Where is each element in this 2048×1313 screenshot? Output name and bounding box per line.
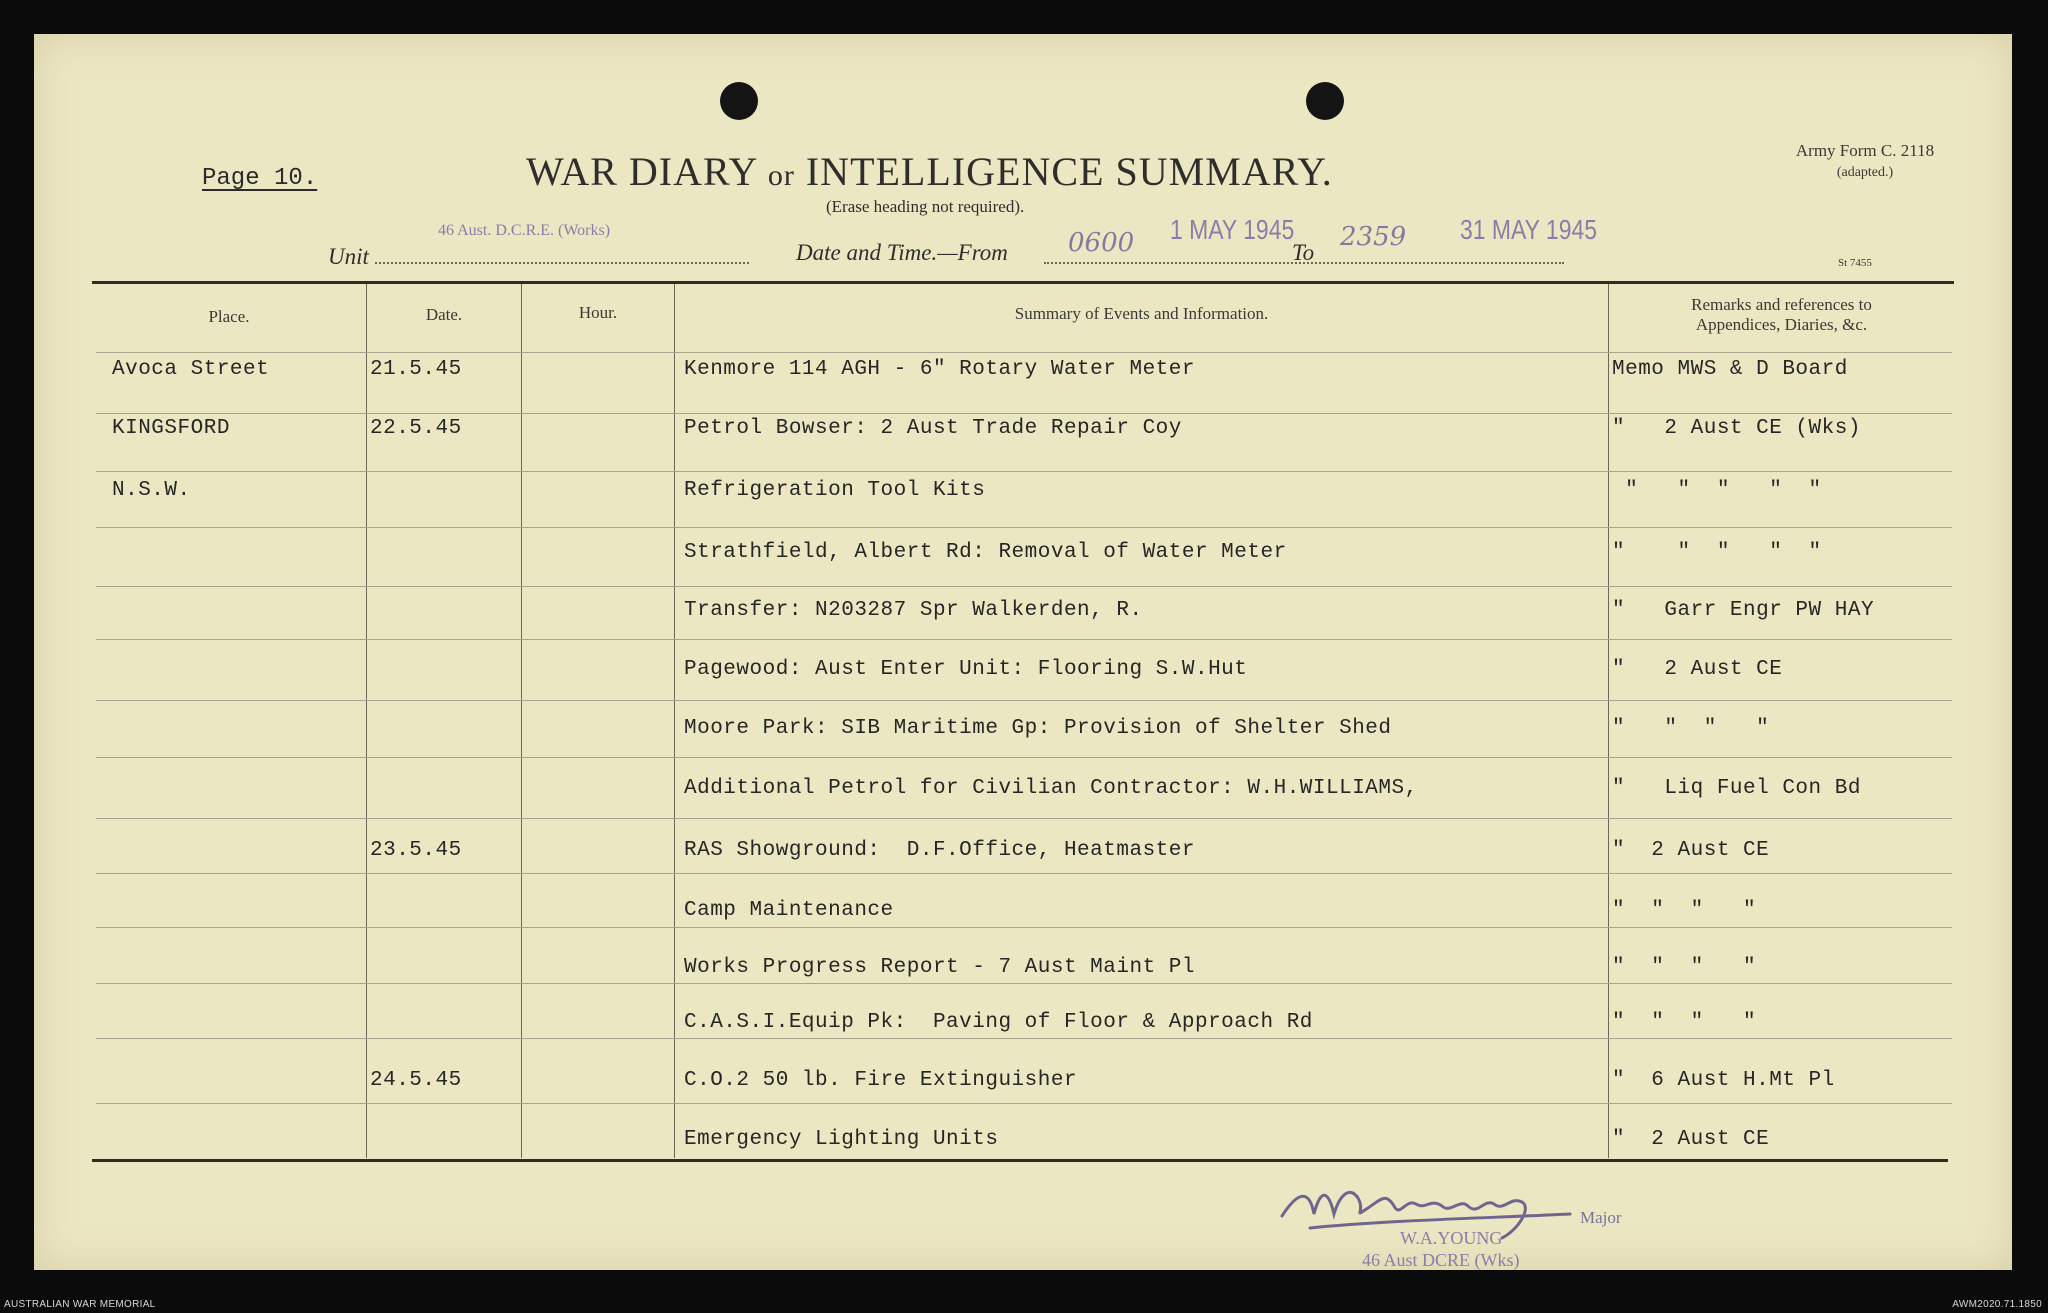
title-intelligence-summary: INTELLIGENCE SUMMARY. <box>805 149 1333 194</box>
row-divider <box>96 1038 1952 1039</box>
cell-remarks: " 2 Aust CE (Wks) <box>1612 417 1861 440</box>
cell-summary: C.O.2 50 lb. Fire Extinguisher <box>684 1069 1078 1092</box>
cell-summary: Transfer: N203287 Spr Walkerden, R. <box>684 599 1143 622</box>
cell-summary: RAS Showground: D.F.Office, Heatmaster <box>684 839 1195 862</box>
cell-place: KINGSFORD <box>112 417 230 440</box>
cell-summary: Works Progress Report - 7 Aust Maint Pl <box>684 956 1195 979</box>
unit-value: 46 Aust. D.C.R.E. (Works) <box>438 222 611 239</box>
header-underline <box>96 352 1952 353</box>
header-remarks-line2: Appendices, Diaries, &c. <box>1695 315 1868 334</box>
cell-remarks: " 2 Aust CE <box>1612 839 1770 862</box>
column-divider-date <box>521 284 522 1158</box>
signature-stamp-name: W.A.YOUNG <box>1400 1228 1503 1248</box>
header-date: Date. <box>425 305 463 324</box>
cell-date: 21.5.45 <box>370 358 462 381</box>
cell-remarks: " " " " <box>1612 717 1770 740</box>
row-divider <box>96 527 1952 528</box>
cell-date: 22.5.45 <box>370 417 462 440</box>
column-divider-place <box>366 284 367 1158</box>
table-bottom-rule <box>92 1159 1948 1162</box>
header-remarks-line1: Remarks and references to <box>1691 295 1872 314</box>
row-divider <box>96 471 1952 472</box>
cell-date: 24.5.45 <box>370 1069 462 1092</box>
title-or: or <box>767 159 795 192</box>
page-label: Page 10. <box>202 165 318 192</box>
cell-summary: Petrol Bowser: 2 Aust Trade Repair Coy <box>684 417 1182 440</box>
signature-stamp-unit: 46 Aust DCRE (Wks) <box>1362 1250 1520 1270</box>
stationery-number: St 7455 <box>1838 257 1872 269</box>
date-time-label: Date and Time.—From <box>796 240 1008 265</box>
cell-summary: Refrigeration Tool Kits <box>684 479 986 502</box>
cell-remarks: " " " " " <box>1612 541 1822 564</box>
army-form-label <box>1770 140 1960 184</box>
punch-hole-left <box>720 82 758 120</box>
cell-summary: Emergency Lighting Units <box>684 1128 999 1151</box>
cell-summary: Kenmore 114 AGH - 6" Rotary Water Meter <box>684 358 1195 381</box>
cell-summary: Strathfield, Albert Rd: Removal of Water Meter <box>684 541 1287 564</box>
row-divider <box>96 413 1952 414</box>
row-divider <box>96 586 1952 587</box>
cell-remarks: " 2 Aust CE <box>1612 1128 1770 1151</box>
row-divider <box>96 873 1952 874</box>
cell-remarks: " Liq Fuel Con Bd <box>1612 777 1861 800</box>
cell-remarks: Memo MWS & D Board <box>1612 358 1848 381</box>
unit-dotted-line <box>375 262 749 264</box>
to-time: 2359 <box>1340 222 1407 252</box>
cell-remarks: " Garr Engr PW HAY <box>1612 599 1875 622</box>
cell-summary: Additional Petrol for Civilian Contractor: W.H.WILLIAMS, <box>684 777 1418 800</box>
row-divider <box>96 700 1952 701</box>
footer-accession-number: AWM2020.71.1850 <box>1952 1299 2042 1310</box>
cell-summary: Pagewood: Aust Enter Unit: Flooring S.W.Hut <box>684 658 1248 681</box>
from-date-stamp: 1 MAY 1945 <box>1170 214 1295 245</box>
army-form-adapted: (adapted.) <box>1836 165 1894 180</box>
row-divider <box>96 757 1952 758</box>
to-label: To <box>1292 240 1315 265</box>
title-war-diary: WAR DIARY <box>526 149 757 194</box>
to-date-stamp: 31 MAY 1945 <box>1460 214 1598 245</box>
header-place: Place. <box>208 307 250 326</box>
cell-place: N.S.W. <box>112 479 191 502</box>
page-title <box>526 148 1333 195</box>
cell-remarks: " " " " <box>1612 1011 1757 1034</box>
cell-remarks: " " " " <box>1612 956 1757 979</box>
footer-archive-name: AUSTRALIAN WAR MEMORIAL <box>4 1299 156 1310</box>
column-divider-summary <box>1608 284 1609 1158</box>
cell-remarks: " 2 Aust CE <box>1612 658 1783 681</box>
page-subtitle: (Erase heading not required). <box>826 197 1025 216</box>
table-top-rule <box>92 281 1954 284</box>
cell-place: Avoca Street <box>112 358 270 381</box>
row-divider <box>96 639 1952 640</box>
unit-label: Unit <box>328 244 369 269</box>
header-remarks <box>1609 295 1954 335</box>
row-divider <box>96 818 1952 819</box>
cell-date: 23.5.45 <box>370 839 462 862</box>
column-divider-hour <box>674 284 675 1158</box>
row-divider <box>96 927 1952 928</box>
signature-rank: Major <box>1580 1208 1622 1227</box>
punch-hole-right <box>1306 82 1344 120</box>
header-hour: Hour. <box>578 303 618 322</box>
cell-remarks: " 6 Aust H.Mt Pl <box>1612 1069 1835 1092</box>
cell-remarks: " " " " " <box>1612 479 1822 502</box>
army-form-number: Army Form C. 2118 <box>1795 141 1935 160</box>
cell-remarks: " " " " <box>1612 899 1757 922</box>
cell-summary: Camp Maintenance <box>684 899 894 922</box>
from-time: 0600 <box>1068 228 1135 258</box>
header-summary: Summary of Events and Information. <box>1014 304 1269 323</box>
cell-summary: C.A.S.I.Equip Pk: Paving of Floor & Approach Rd <box>684 1011 1313 1034</box>
row-divider <box>96 1103 1952 1104</box>
cell-summary: Moore Park: SIB Maritime Gp: Provision of Shelter Shed <box>684 717 1392 740</box>
row-divider <box>96 983 1952 984</box>
